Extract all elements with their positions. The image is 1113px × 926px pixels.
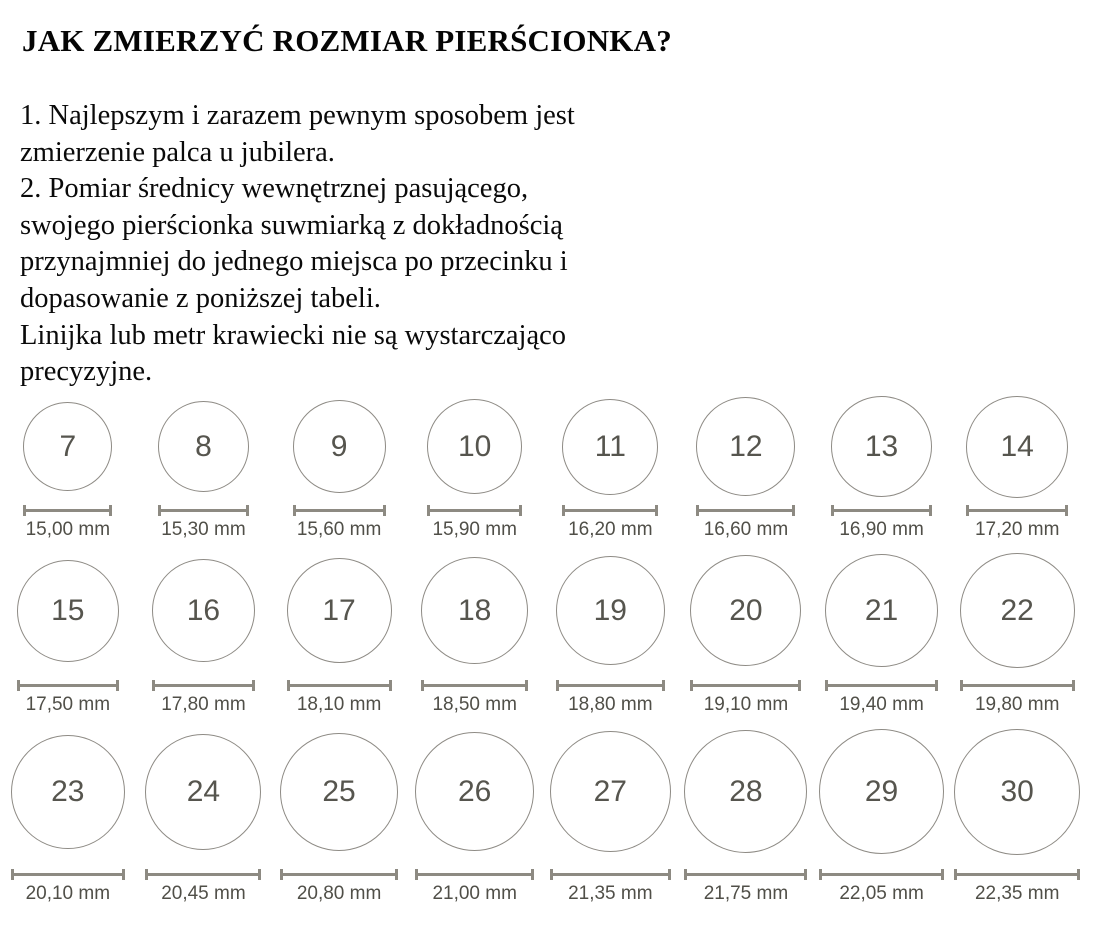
ring-circle	[427, 399, 522, 494]
diameter-measure-line	[696, 505, 795, 516]
diameter-measure-line	[960, 680, 1075, 691]
ring-size-number: 14	[1000, 429, 1034, 463]
ring-size-number: 29	[864, 774, 899, 808]
instruction-line: precyzyjne.	[20, 356, 153, 388]
diameter-label: 16,20 mm	[568, 518, 653, 540]
ring-size-number: 8	[195, 429, 212, 463]
diameter-label: 21,00 mm	[432, 882, 517, 904]
ring-size-cell	[543, 723, 679, 905]
diameter-label: 15,90 mm	[432, 518, 517, 540]
circle-area	[158, 397, 249, 497]
diameter-measure-line	[152, 680, 255, 691]
ring-size-cell	[814, 550, 950, 716]
ring-circle	[696, 397, 795, 496]
diameter-label: 18,80 mm	[568, 693, 653, 715]
ring-circle	[287, 558, 392, 663]
circle-area	[562, 397, 658, 497]
diameter-label: 21,35 mm	[568, 882, 653, 904]
diameter-measure-line	[145, 869, 261, 880]
diameter-label: 15,30 mm	[161, 518, 246, 540]
ring-size-cell	[0, 397, 136, 541]
diameter-measure-line	[690, 680, 801, 691]
ring-size-number: 13	[864, 429, 899, 463]
circle-area	[145, 723, 261, 861]
ring-size-number: 12	[729, 429, 763, 463]
ring-circle	[550, 731, 671, 852]
circle-area	[960, 550, 1075, 672]
circle-area	[684, 723, 807, 861]
ring-size-number: 11	[594, 429, 626, 463]
ring-circle	[11, 735, 125, 849]
ring-size-cell	[678, 397, 814, 541]
ring-size-guide-page	[0, 24, 1113, 926]
diameter-measure-line	[550, 869, 671, 880]
ring-size-cell	[407, 723, 543, 905]
circle-area	[152, 550, 255, 672]
ring-size-cell	[136, 550, 272, 716]
ring-size-number: 15	[51, 593, 85, 627]
diameter-measure-line	[421, 680, 528, 691]
diameter-label: 19,10 mm	[703, 693, 789, 715]
diameter-measure-line	[287, 680, 392, 691]
diameter-label: 20,45 mm	[161, 882, 246, 904]
ring-circle	[831, 396, 932, 497]
diameter-label: 21,75 mm	[703, 882, 789, 904]
circle-area	[556, 550, 665, 672]
diameter-measure-line	[831, 505, 932, 516]
diameter-label: 17,50 mm	[25, 693, 111, 715]
ring-circle	[819, 729, 944, 854]
instruction-line: przynajmniej do jednego miejsca po przecinku i	[20, 246, 568, 278]
ring-circle	[556, 556, 665, 665]
ring-circle	[684, 730, 807, 853]
ring-size-cell	[678, 550, 814, 716]
diameter-label: 15,00 mm	[25, 518, 111, 540]
ring-size-cell	[949, 397, 1085, 541]
ring-size-cell	[271, 550, 407, 716]
ring-circle	[17, 560, 119, 662]
ring-size-number: 27	[593, 774, 627, 808]
diameter-label: 17,80 mm	[161, 693, 246, 715]
ring-size-number: 26	[458, 774, 492, 808]
circle-area	[690, 550, 801, 672]
ring-size-cell	[407, 397, 543, 541]
ring-circle	[690, 555, 801, 666]
ring-circle	[158, 401, 249, 492]
ring-size-number: 20	[729, 593, 763, 627]
ring-size-cell	[407, 550, 543, 716]
ring-size-number: 25	[322, 774, 356, 808]
circle-area	[825, 550, 938, 672]
circle-area	[831, 397, 932, 497]
ring-circle	[562, 399, 658, 495]
ring-circle	[966, 396, 1068, 498]
ring-row	[0, 397, 1085, 541]
circle-area	[550, 723, 671, 861]
ring-size-cell	[0, 550, 136, 716]
ring-size-cell	[949, 723, 1085, 905]
ring-size-number: 21	[864, 593, 899, 627]
ring-size-cell	[136, 397, 272, 541]
ring-size-number: 22	[1000, 593, 1034, 627]
circle-area	[280, 723, 398, 861]
ring-size-cell	[949, 550, 1085, 716]
ring-circle	[421, 557, 528, 664]
circle-area	[421, 550, 528, 672]
circle-area	[696, 397, 795, 497]
diameter-measure-line	[427, 505, 522, 516]
ring-size-number: 17	[322, 593, 356, 627]
diameter-measure-line	[23, 505, 112, 516]
ring-chart	[0, 397, 1085, 905]
diameter-measure-line	[293, 505, 386, 516]
ring-size-number: 9	[330, 429, 348, 463]
circle-area	[287, 550, 392, 672]
instruction-line: dopasowanie z poniższej tabeli.	[20, 282, 381, 314]
instructions-text	[20, 98, 1113, 391]
ring-size-cell	[136, 723, 272, 905]
ring-size-cell	[814, 397, 950, 541]
circle-area	[819, 723, 944, 861]
diameter-measure-line	[684, 869, 807, 880]
diameter-label: 18,10 mm	[296, 693, 382, 715]
diameter-label: 20,10 mm	[25, 882, 111, 904]
diameter-measure-line	[158, 505, 249, 516]
ring-size-number: 18	[458, 593, 492, 627]
diameter-measure-line	[556, 680, 665, 691]
ring-size-cell	[814, 723, 950, 905]
ring-size-cell	[543, 550, 679, 716]
diameter-measure-line	[966, 505, 1068, 516]
diameter-label: 22,05 mm	[839, 882, 924, 904]
ring-circle	[954, 729, 1080, 855]
circle-area	[966, 397, 1068, 497]
diameter-label: 17,20 mm	[974, 518, 1060, 540]
ring-size-number: 16	[186, 593, 221, 627]
diameter-label: 16,60 mm	[703, 518, 789, 540]
instruction-line: 2. Pomiar średnicy wewnętrznej pasującego,	[20, 173, 529, 205]
diameter-measure-line	[954, 869, 1080, 880]
ring-circle	[415, 732, 534, 851]
ring-size-number: 28	[729, 774, 763, 808]
circle-area	[17, 550, 119, 672]
diameter-measure-line	[825, 680, 938, 691]
instruction-line: zmierzenie palca u jubilera.	[20, 136, 335, 168]
ring-circle	[152, 559, 255, 662]
page-title: JAK ZMIERZYĆ ROZMIAR PIERŚCIONKA?	[22, 23, 672, 58]
ring-size-cell	[271, 397, 407, 541]
ring-size-cell	[543, 397, 679, 541]
diameter-measure-line	[562, 505, 658, 516]
diameter-label: 16,90 mm	[839, 518, 924, 540]
diameter-label: 15,60 mm	[296, 518, 382, 540]
ring-circle	[293, 400, 386, 493]
ring-size-cell	[678, 723, 814, 905]
diameter-measure-line	[415, 869, 534, 880]
ring-size-number: 23	[51, 774, 85, 808]
instruction-line: Linijka lub metr krawiecki nie są wystarczająco	[20, 319, 567, 351]
diameter-label: 19,80 mm	[974, 693, 1060, 715]
ring-circle	[280, 733, 398, 851]
circle-area	[415, 723, 534, 861]
instruction-line: swojego pierścionka suwmiarką z dokładnością	[20, 209, 563, 241]
circle-area	[293, 397, 386, 497]
ring-size-number: 19	[593, 593, 627, 627]
ring-row	[0, 723, 1085, 905]
ring-row	[0, 550, 1085, 716]
ring-circle	[825, 554, 938, 667]
diameter-label: 22,35 mm	[974, 882, 1060, 904]
circle-area	[954, 723, 1080, 861]
diameter-measure-line	[280, 869, 398, 880]
ring-size-number: 10	[458, 429, 492, 463]
ring-size-number: 7	[59, 429, 77, 463]
diameter-measure-line	[819, 869, 944, 880]
diameter-label: 20,80 mm	[296, 882, 382, 904]
circle-area	[23, 397, 112, 497]
ring-size-number: 30	[1000, 774, 1034, 808]
diameter-measure-line	[17, 680, 119, 691]
ring-circle	[23, 402, 112, 491]
ring-size-cell	[271, 723, 407, 905]
instruction-line: 1. Najlepszym i zarazem pewnym sposobem jest	[20, 100, 575, 131]
ring-size-number: 24	[186, 774, 221, 808]
diameter-label: 19,40 mm	[839, 693, 924, 715]
circle-area	[427, 397, 522, 497]
ring-circle	[960, 553, 1075, 668]
diameter-measure-line	[11, 869, 125, 880]
ring-circle	[145, 734, 261, 850]
circle-area	[11, 723, 125, 861]
ring-size-cell	[0, 723, 136, 905]
diameter-label: 18,50 mm	[432, 693, 517, 715]
